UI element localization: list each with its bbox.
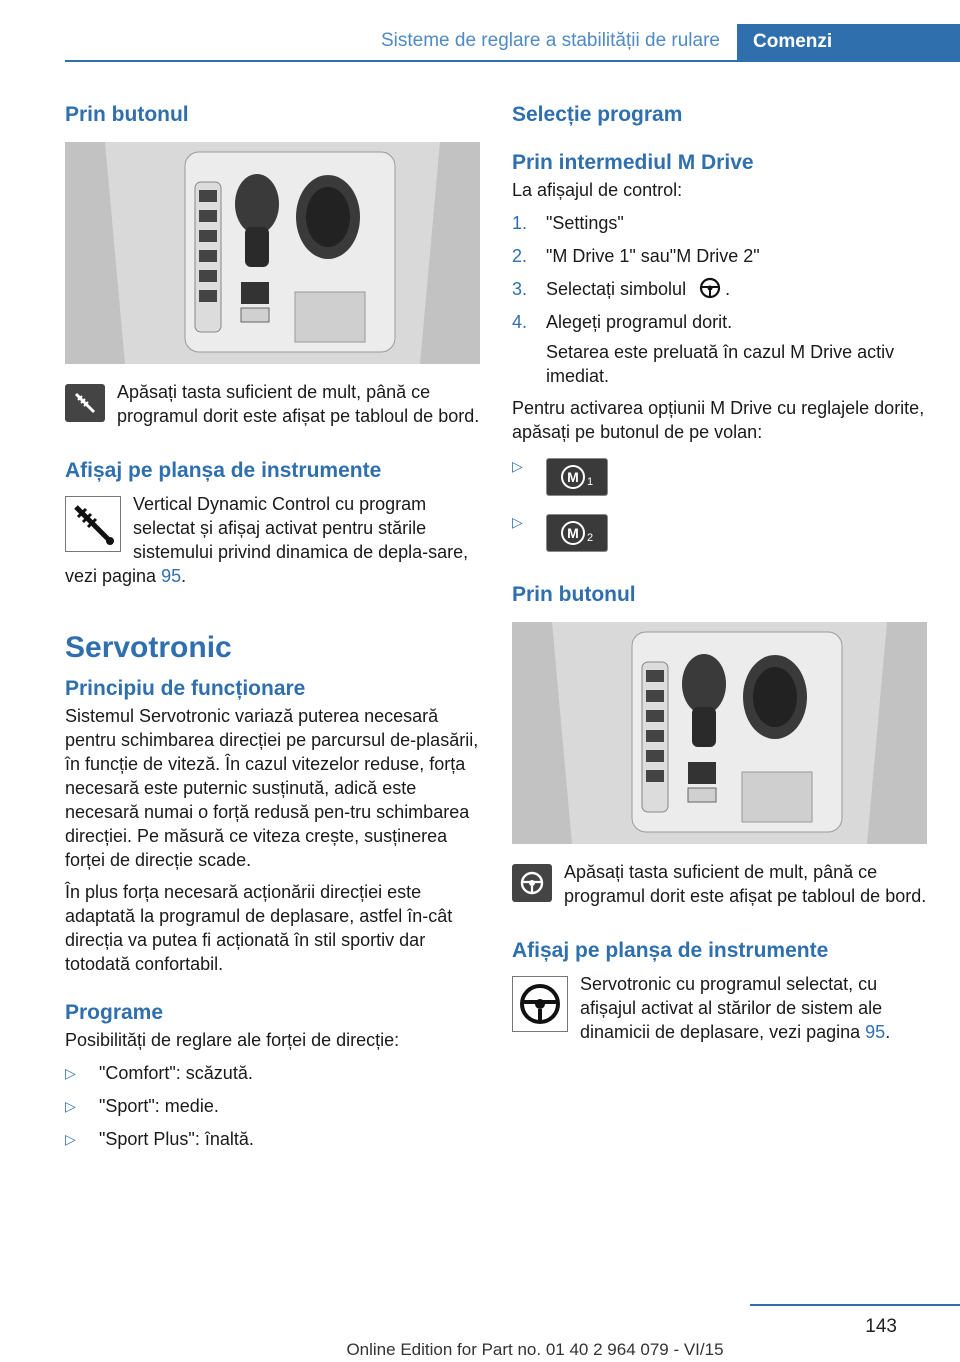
m2-button-row bbox=[512, 514, 927, 554]
heading-program-select: Selecție program bbox=[512, 103, 683, 126]
period: . bbox=[885, 1022, 891, 1042]
page-link[interactable]: 95 bbox=[161, 566, 182, 586]
heading-instrument-display: Afișaj pe planșa de instrumente bbox=[65, 459, 382, 482]
center-console-photo bbox=[65, 142, 480, 364]
principle-paragraph-1: Sistemul Servotronic variază puterea necesară pentru schimbarea direcției pe parcursul de-plasării, în funcție de viteză. În cazul vitezelor reduse, forța necesară este puternic susținută, adică este necesară numai o forță redusă pen-tru schimbarea direcției. Pe măsură ce viteza crește, susținerea forței de direcție scade. bbox=[65, 706, 479, 870]
period: . bbox=[181, 566, 187, 586]
caption-text: Apăsați tasta suficient de mult, până ce programul dorit este afișat pe tabloul de bord. bbox=[564, 862, 927, 906]
heading-principle: Principiu de funcționare bbox=[65, 677, 306, 700]
steering-wheel-icon bbox=[512, 864, 552, 902]
list-item: ▷ "Sport Plus": înaltă. bbox=[65, 1129, 254, 1149]
programs-intro: Posibilități de reglare ale forței de direcție: bbox=[65, 1030, 400, 1050]
steering-wheel-icon bbox=[699, 277, 721, 299]
shock-absorber-icon bbox=[65, 384, 105, 422]
m2-button-icon: M 2 bbox=[546, 514, 608, 552]
steps-list bbox=[512, 211, 927, 334]
caption-text: Apăsați tasta suficient de mult, până ce programul dorit este afișat pe tabloul de bord. bbox=[117, 382, 480, 426]
shock-absorber-icon bbox=[65, 496, 121, 552]
chapter-title: Servotronic bbox=[65, 631, 232, 664]
section-title: Sisteme de reglare a stabilității de rulare bbox=[380, 30, 720, 51]
heading-by-button: Prin butonul bbox=[65, 103, 189, 126]
header-rule bbox=[65, 60, 960, 62]
bullet-triangle-icon: ▷ bbox=[512, 458, 523, 474]
page-header bbox=[0, 0, 960, 62]
step4-subtext: Setarea este preluată în cazul M Drive activ imediat. bbox=[546, 342, 895, 386]
list-item: 4. Alegeți programul dorit. bbox=[512, 312, 733, 332]
caption-block bbox=[65, 380, 480, 428]
heading-by-button: Prin butonul bbox=[512, 583, 636, 606]
display-block bbox=[512, 972, 927, 1044]
activate-text: Pentru activarea opțiunii M Drive cu reglajele dorite, apăsați pe butonul de pe volan: bbox=[512, 398, 925, 442]
bullet-triangle-icon: ▷ bbox=[65, 1098, 76, 1114]
heading-instrument-display: Afișaj pe planșa de instrumente bbox=[512, 939, 829, 962]
steering-wheel-icon bbox=[512, 976, 568, 1032]
programs-list bbox=[65, 1061, 480, 1151]
right-column bbox=[512, 100, 927, 1044]
page-link[interactable]: 95 bbox=[865, 1022, 886, 1042]
bullet-triangle-icon: ▷ bbox=[65, 1065, 76, 1081]
heading-mdrive: Prin intermediul M Drive bbox=[512, 151, 754, 174]
left-column bbox=[65, 100, 480, 1151]
list-item: 2. "M Drive 1" sau"M Drive 2" bbox=[512, 246, 760, 266]
m1-button-icon: M 1 bbox=[546, 458, 608, 496]
footer-rule bbox=[750, 1304, 960, 1306]
m1-button-row bbox=[512, 458, 927, 498]
display-text: Vertical Dynamic Control cu program selectat și afișaj activat pentru stările sistemului privind dinamica de depla-sare, vezi pagina bbox=[65, 494, 469, 586]
bullet-triangle-icon: ▷ bbox=[512, 514, 523, 530]
center-console-photo bbox=[512, 622, 927, 844]
list-item: 3. Selectați simbolul . bbox=[512, 279, 731, 299]
mdrive-intro: La afișajul de control: bbox=[512, 180, 683, 200]
page-number: 143 bbox=[865, 1316, 897, 1337]
edition-footer: Online Edition for Part no. 01 40 2 964 079 - VI/15 bbox=[346, 1340, 724, 1359]
principle-paragraph-2: În plus forța necesară acționării direcției este adaptată la programul de deplasare, astfel în-cât direcția va putea fi acționată în stil sportiv dar totodată confortabil. bbox=[65, 882, 453, 974]
heading-programs: Programe bbox=[65, 1001, 164, 1024]
list-item: 1. "Settings" bbox=[512, 213, 624, 233]
display-text: Servotronic cu programul selectat, cu afișajul activat al stărilor de sistem ale dinamicii de deplasare, vezi pagina bbox=[580, 974, 883, 1042]
caption-block bbox=[512, 860, 927, 908]
display-block bbox=[65, 492, 480, 588]
list-item: ▷ "Comfort": scăzută. bbox=[65, 1063, 253, 1083]
bullet-triangle-icon: ▷ bbox=[65, 1131, 76, 1147]
list-item: ▷ "Sport": medie. bbox=[65, 1096, 219, 1116]
chapter-tab[interactable]: Comenzi bbox=[737, 24, 960, 62]
